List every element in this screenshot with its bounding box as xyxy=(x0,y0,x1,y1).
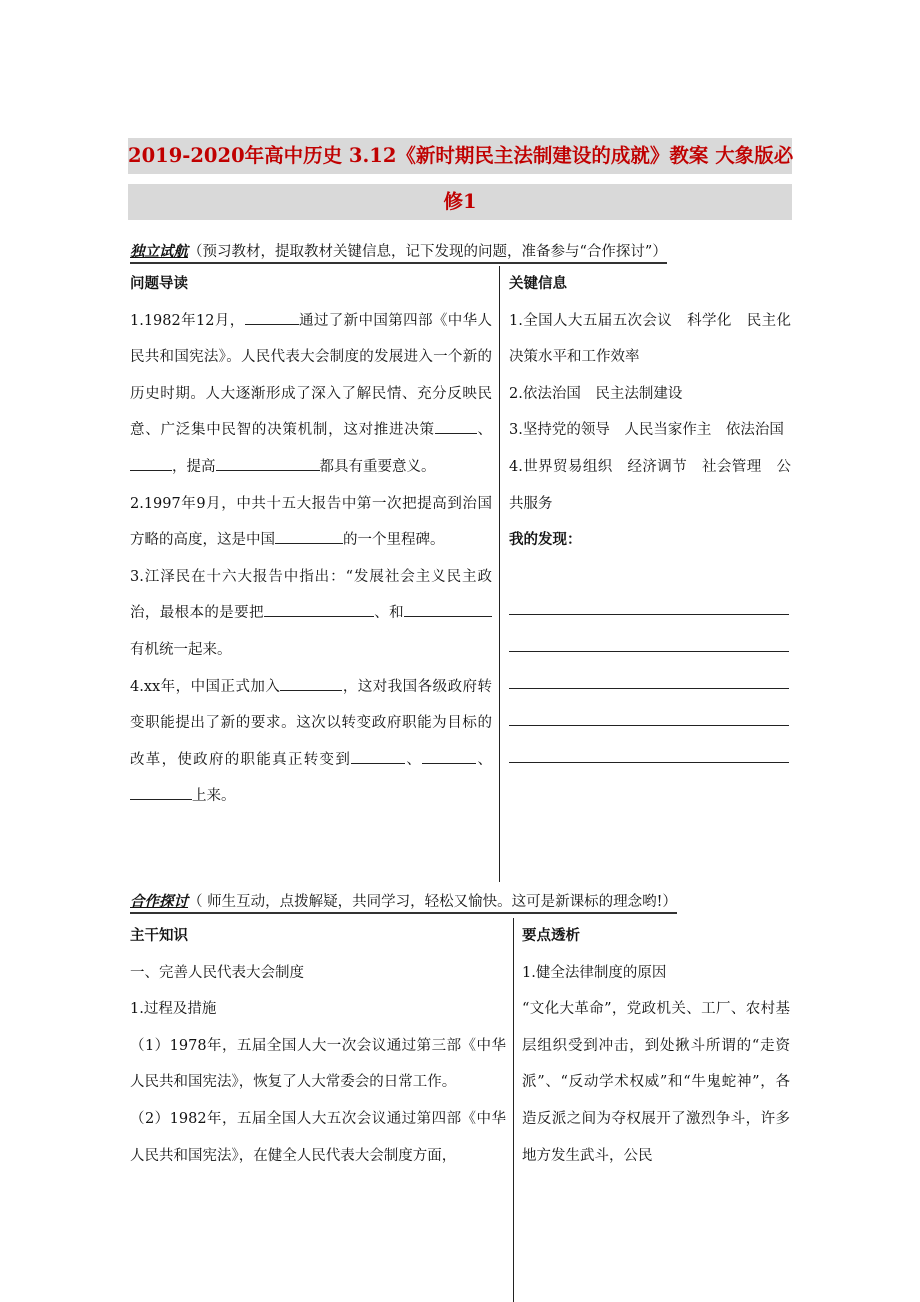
key-info-item: 3.坚持党的领导 人民当家作主 依法治国 xyxy=(509,422,784,439)
question-2: 2.1997年9月，中共十五大报告中第一次把提高到治国方略的高度，这是中国 的一个里程碑。 xyxy=(130,495,492,549)
discovery-write-line[interactable] xyxy=(509,762,789,763)
answer-blank[interactable] xyxy=(130,456,172,471)
section-note: （ 师生互动，点拨解疑，共同学习，轻松又愉快。这可是新课标的理念哟!） xyxy=(188,894,677,910)
key-analysis-heading: 要点透析 xyxy=(522,927,580,944)
discovery-write-line[interactable] xyxy=(509,614,789,615)
knowledge-line: （2）1982年，五届全国人大五次会议通过第四部《中华人民共和国宪法》，在健全人民代表大会制度方面， xyxy=(130,1110,506,1164)
question-4: 4.xx年，中国正式加入 ，这对我国各级政府转变职能提出了新的要求。这次以转变政府职能为目标的改革，使政府的职能真正转变到 、 、上来。 xyxy=(130,669,492,815)
answer-blank[interactable] xyxy=(351,749,405,764)
answer-blank[interactable] xyxy=(275,529,343,544)
key-info-item: 4.世界贸易组织 经济调节 社会管理 公共服务 xyxy=(509,458,791,512)
section-label: 合作探讨 xyxy=(130,893,188,910)
answer-blank[interactable] xyxy=(422,749,476,764)
column-divider xyxy=(513,918,514,1302)
key-info-column xyxy=(509,266,806,559)
answer-blank[interactable] xyxy=(216,456,320,471)
question-1: 1.1982年12月， 通过了新中国第四部《中华人民共和国宪法》。人民代表大会制度的发展进入一个新的历史时期。人大逐渐形成了深入了解民情、充分反映民意、广泛集中民智的决策机制，这对推进决策 、，提高 都具有重要意义。 xyxy=(130,303,492,486)
document-title xyxy=(128,138,792,230)
section-independent-header xyxy=(130,240,667,264)
my-discovery-label: 我的发现： xyxy=(509,531,582,549)
column-divider xyxy=(499,266,500,882)
knowledge-line: 1.过程及措施 xyxy=(130,1001,217,1018)
answer-blank[interactable] xyxy=(280,676,342,691)
question-guide-column xyxy=(130,266,492,815)
main-knowledge-heading: 主干知识 xyxy=(130,927,188,944)
section-label: 独立试航 xyxy=(130,243,188,260)
answer-blank[interactable] xyxy=(245,310,299,325)
discovery-write-line[interactable] xyxy=(509,688,789,689)
analysis-line: “文化大革命”，党政机关、工厂、农村基层组织受到冲击，到处揪斗所谓的“走资派”、“反动学术权威”和“牛鬼蛇神”，各造反派之间为夺权展开了激烈争斗，许多地方发生武斗，公民 xyxy=(522,1001,790,1164)
main-knowledge-column xyxy=(130,918,506,1174)
discovery-write-line[interactable] xyxy=(509,725,789,726)
question-guide-heading: 问题导读 xyxy=(130,275,188,292)
key-analysis-column xyxy=(522,918,790,1174)
analysis-line: 1.健全法律制度的原因 xyxy=(522,964,667,981)
knowledge-line: （1）1978年，五届全国人大一次会议通过第三部《中华人民共和国宪法》，恢复了人大常委会的日常工作。 xyxy=(130,1037,506,1091)
discovery-write-line[interactable] xyxy=(509,651,789,652)
question-3: 3.江泽民在十六大报告中指出：“发展社会主义民主政治，最根本的是要把 、和 有机统一起来。 xyxy=(130,568,492,658)
answer-blank[interactable] xyxy=(130,785,192,800)
answer-blank[interactable] xyxy=(264,602,374,617)
key-info-heading: 关键信息 xyxy=(509,275,567,292)
knowledge-line: 一、完善人民代表大会制度 xyxy=(130,964,304,981)
title-line-2: 修1 xyxy=(128,184,792,220)
key-info-item: 1.全国人大五届五次会议 科学化 民主化 决策水平和工作效率 xyxy=(509,312,806,366)
key-info-item: 2.依法治国 民主法制建设 xyxy=(509,385,683,402)
section-cooperative-header xyxy=(130,890,677,914)
answer-blank[interactable] xyxy=(435,419,477,434)
title-line-1: 2019-2020年高中历史 3.12《新时期民主法制建设的成就》教案 大象版必 xyxy=(128,138,792,174)
section-note: （预习教材，提取教材关键信息，记下发现的问题，准备参与“合作探讨”） xyxy=(188,244,667,260)
answer-blank[interactable] xyxy=(404,602,492,617)
